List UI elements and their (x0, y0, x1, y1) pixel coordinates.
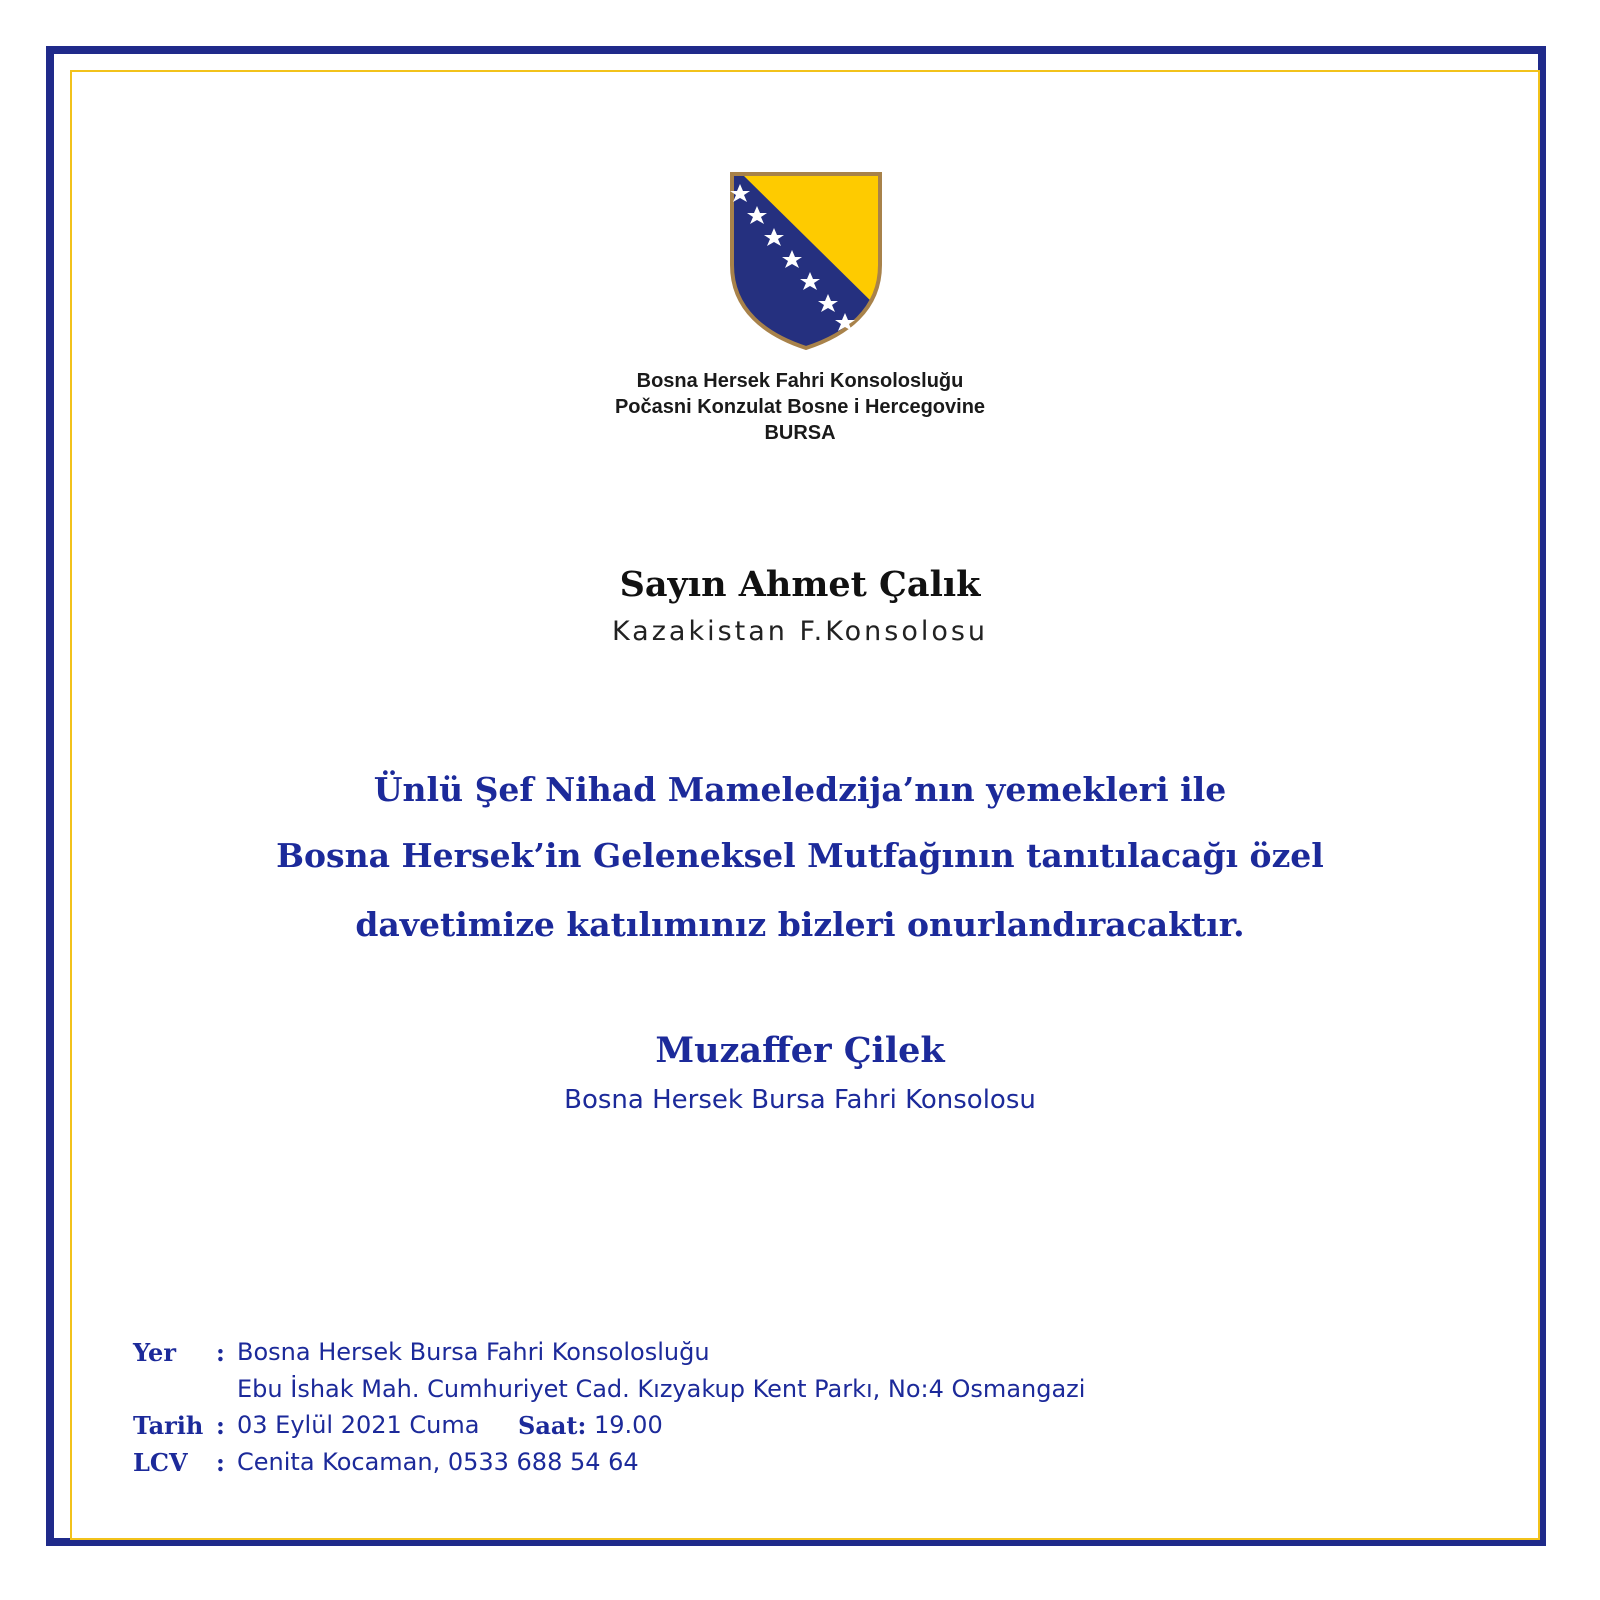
place-label: Yer (133, 1338, 176, 1367)
place-colon: : (216, 1338, 225, 1367)
invitation-line: Ünlü Şef Nihad Mameledzija’nın yemekleri ile (373, 770, 1227, 809)
date-colon: : (216, 1411, 225, 1440)
place-value-line1: Bosna Hersek Bursa Fahri Konsolosluğu (237, 1338, 710, 1366)
consulate-name-turkish: Bosna Hersek Fahri Konsolosluğu (636, 370, 964, 392)
time-label: Saat: (518, 1411, 587, 1440)
invitation-line: davetimize katılımınız bizleri onurlandıracaktır. (355, 905, 1245, 944)
date-label: Tarih (133, 1411, 204, 1440)
date-value: 03 Eylül 2021 Cuma (237, 1411, 480, 1439)
recipient-name: Sayın Ahmet Çalık (619, 564, 981, 605)
consulate-city: BURSA (764, 422, 836, 444)
host-name: Muzaffer Çilek (655, 1030, 945, 1071)
host-title: Bosna Hersek Bursa Fahri Konsolosu (564, 1085, 1036, 1115)
place-value-line2: Ebu İshak Mah. Cumhuriyet Cad. Kızyakup Kent Parkı, No:4 Osmangazi (237, 1375, 1086, 1403)
consulate-name-bosnian: Počasni Konzulat Bosne i Hercegovine (614, 396, 986, 418)
rsvp-colon: : (216, 1448, 225, 1477)
bosnia-herzegovina-coat-of-arms-icon (726, 170, 886, 350)
time-value: 19.00 (594, 1411, 663, 1439)
rsvp-value: Cenita Kocaman, 0533 688 54 64 (237, 1448, 639, 1476)
rsvp-label: LCV (133, 1448, 188, 1477)
invitation-line: Bosna Hersek’in Geleneksel Mutfağının tanıtılacağı özel (276, 836, 1324, 875)
recipient-title: Kazakistan F.Konsolosu (611, 616, 989, 647)
